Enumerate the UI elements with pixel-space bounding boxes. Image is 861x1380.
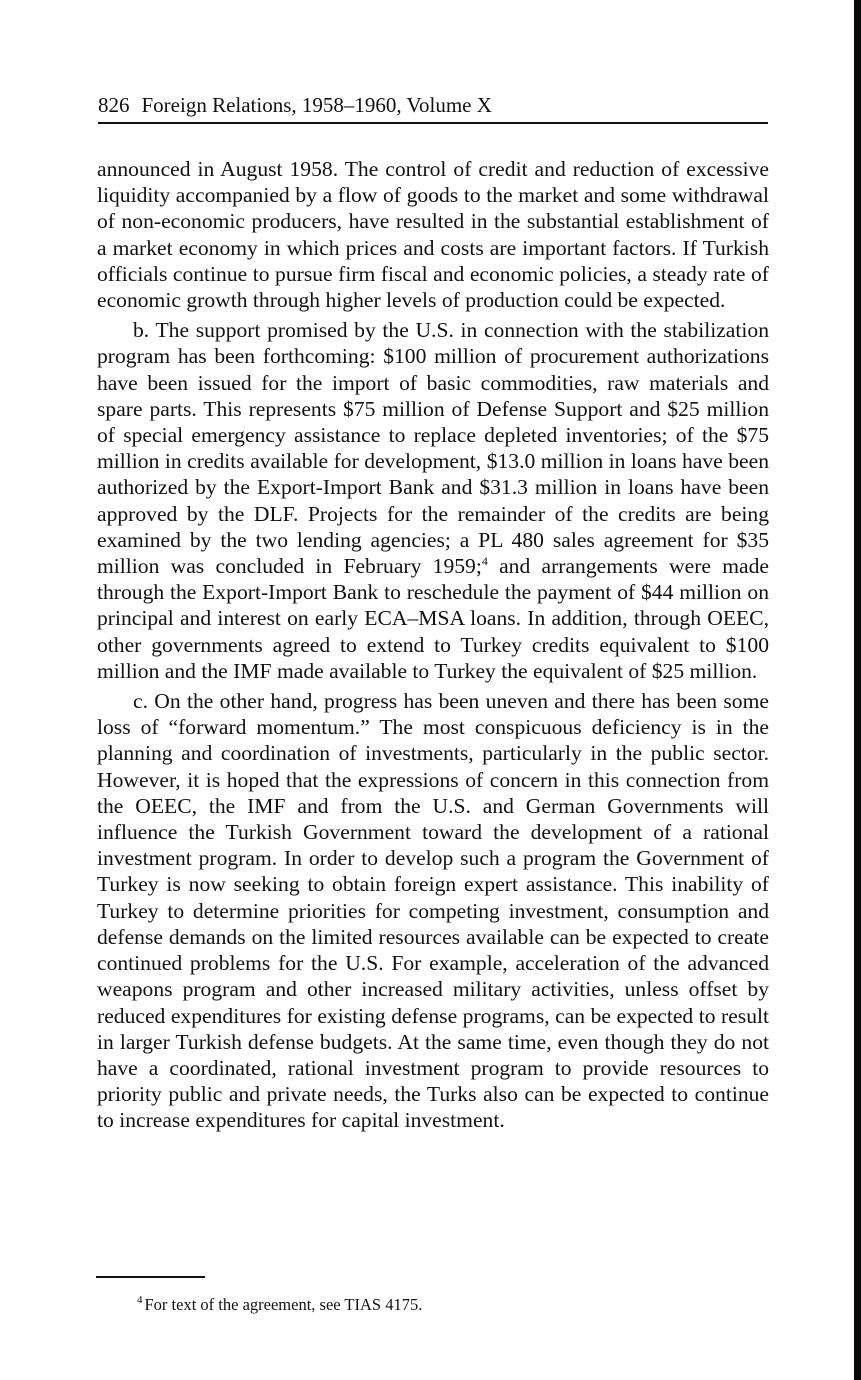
footnote-text: For text of the agreement, see TIAS 4175. bbox=[144, 1295, 423, 1314]
paragraph-c: c. On the other hand, progress has been uneven and there has been some loss of “forward momentum.” The most conspicuous deficiency is in the planning and coordination of investments, particularly in the public sector. However, it is hoped that the expressions of concern in this connection from the OEEC, the IMF and from the U.S. and German Governments will influence the Turkish Government toward the development of a rational investment program. In order to develop such a program the Government of Turkey is now seeking to obtain foreign expert assistance. This inability of Turkey to determine priorities for competing investment, consumption and defense demands on the limited resources available can be expected to create continued problems for the U.S. For example, acceleration of the advanced weapons program and other increased military activities, unless offset by reduced expenditures for existing defense programs, can be expected to result in larger Turkish defense budgets. At the same time, even though they do not have a coordinated, rational investment program to provide resources to priority public and private needs, the Turks also can be expected to continue to increase expenditures for capital investment. bbox=[97, 689, 769, 1133]
page-edge-shadow bbox=[854, 0, 861, 1380]
volume-title: Foreign Relations, 1958–1960, Volume X bbox=[141, 93, 492, 117]
paragraph-b-text-2: and arrangements were made through the Export-Import Bank to reschedule the payment of $44 million on principal and interest on early ECA–MSA loans. In addition, through OEEC, other governments agreed to extend to Turkey credits equivalent to $100 million and the IMF made available to Turkey the equivalent of $25 million. bbox=[97, 554, 770, 683]
footnote-divider bbox=[96, 1276, 205, 1278]
page-number: 826 bbox=[98, 93, 130, 117]
paragraph-b-text-1: b. The support promised by the U.S. in connection with the stabilization program has been forthcoming: $100 million of procurement authorizations have been issued for the import of basic commodities, raw materials and spare parts. This represents $75 million of Defense Support and $25 million of special emergency assistance to replace depleted inventories; of the $75 million in credits available for development, $13.0 million in loans have been authorized by the Export-Import Bank and $31.3 million in loans have been approved by the DLF. Projects for the remainder of the credits are being examined by the two lending agencies; a PL 480 sales agreement for $35 million was concluded in February 1959; bbox=[97, 318, 769, 579]
paragraph-b bbox=[97, 317, 769, 684]
footnote bbox=[137, 1292, 737, 1318]
body-text bbox=[97, 156, 769, 1138]
running-header bbox=[98, 90, 768, 124]
footnote-reference: 4 bbox=[481, 554, 488, 569]
paragraph-continued: announced in August 1958. The control of credit and reduction of excessive liquidity accompanied by a flow of goods to the market and some withdrawal of non-economic producers, have resulted in the substantial establishment of a market economy in which prices and costs are important factors. If Turkish officials continue to pursue firm fiscal and economic policies, a steady rate of economic growth through higher levels of production could be expected. bbox=[97, 157, 769, 313]
footnote-number: 4 bbox=[137, 1294, 143, 1306]
